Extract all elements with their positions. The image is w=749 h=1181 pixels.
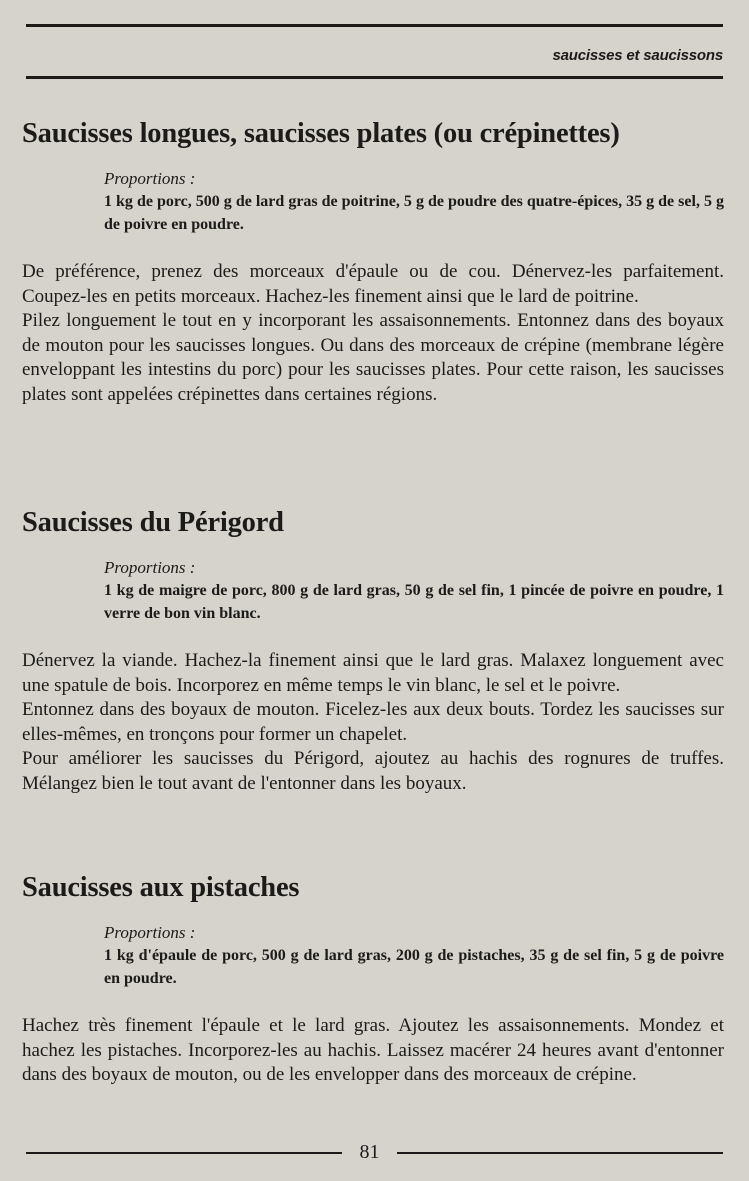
paragraph: Hachez très finement l'épaule et le lard gras. Ajoutez les assaisonnements. Mondez et hachez les pistaches. Incorporez-les au hachis. Laissez macérer 24 heures avant d'entonner dans des boyaux de mouton, ou de les envelopper dans des morceaux de crépine. <box>22 1015 724 1085</box>
recipe-section <box>22 870 724 1088</box>
proportions-label: Proportions : <box>104 169 196 188</box>
footer-rule-right <box>397 1152 723 1154</box>
paragraph: De préférence, prenez des morceaux d'épaule ou de cou. Dénervez-les parfaitement. Coupez-les en petits morceaux. Hachez-les finement ainsi que le lard de poitrine. <box>22 261 724 307</box>
recipe-section <box>22 505 724 796</box>
recipe-body <box>22 649 724 796</box>
proportions-block <box>104 168 724 236</box>
paragraph: Dénervez la viande. Hachez-la finement ainsi que le lard gras. Malaxez longuement avec une spatule de bois. Incorporez en même temps le vin blanc, le sel et le poivre. <box>22 650 724 696</box>
proportions-text: 1 kg d'épaule de porc, 500 g de lard gras, 200 g de pistaches, 35 g de sel fin, 5 g de poivre en poudre. <box>104 947 724 987</box>
paragraph: Entonnez dans des boyaux de mouton. Ficelez-les aux deux bouts. Tordez les saucisses sur elles-mêmes, en tronçons pour former un chapelet. <box>22 699 724 745</box>
recipe-title: Saucisses aux pistaches <box>22 872 300 903</box>
paragraph: Pilez longuement le tout en y incorporant les assaisonnements. Entonnez dans des boyaux de mouton pour les saucisses longues. Ou dans des morceaux de crépine (membrane légère enveloppant les intestins du porc) pour les saucisses plates. Pour cette raison, les saucisses plates sont appelées crépinettes dans certaines régions. <box>22 310 724 405</box>
recipe-title: Saucisses du Périgord <box>22 507 284 538</box>
footer-rule-left <box>26 1152 342 1154</box>
recipe-title: Saucisses longues, saucisses plates (ou crépinettes) <box>22 118 620 149</box>
proportions-text: 1 kg de maigre de porc, 800 g de lard gras, 50 g de sel fin, 1 pincée de poivre en poudre, 1 verre de bon vin blanc. <box>104 582 724 622</box>
proportions-text: 1 kg de porc, 500 g de lard gras de poitrine, 5 g de poudre des quatre-épices, 35 g de sel, 5 g de poivre en poudre. <box>104 193 724 233</box>
recipe-section <box>22 116 724 407</box>
paragraph: Pour améliorer les saucisses du Périgord, ajoutez au hachis des rognures de truffes. Mélangez bien le tout avant de l'entonner dans les boyaux. <box>22 748 724 794</box>
recipe-body <box>22 260 724 407</box>
recipe-body <box>22 1014 724 1088</box>
page-number: 81 <box>359 1141 380 1163</box>
running-header: saucisses et saucissons <box>552 47 723 64</box>
top-rule <box>26 24 723 27</box>
proportions-block <box>104 557 724 625</box>
proportions-label: Proportions : <box>104 923 196 942</box>
proportions-label: Proportions : <box>104 558 196 577</box>
proportions-block <box>104 922 724 990</box>
header-rule <box>26 76 723 79</box>
